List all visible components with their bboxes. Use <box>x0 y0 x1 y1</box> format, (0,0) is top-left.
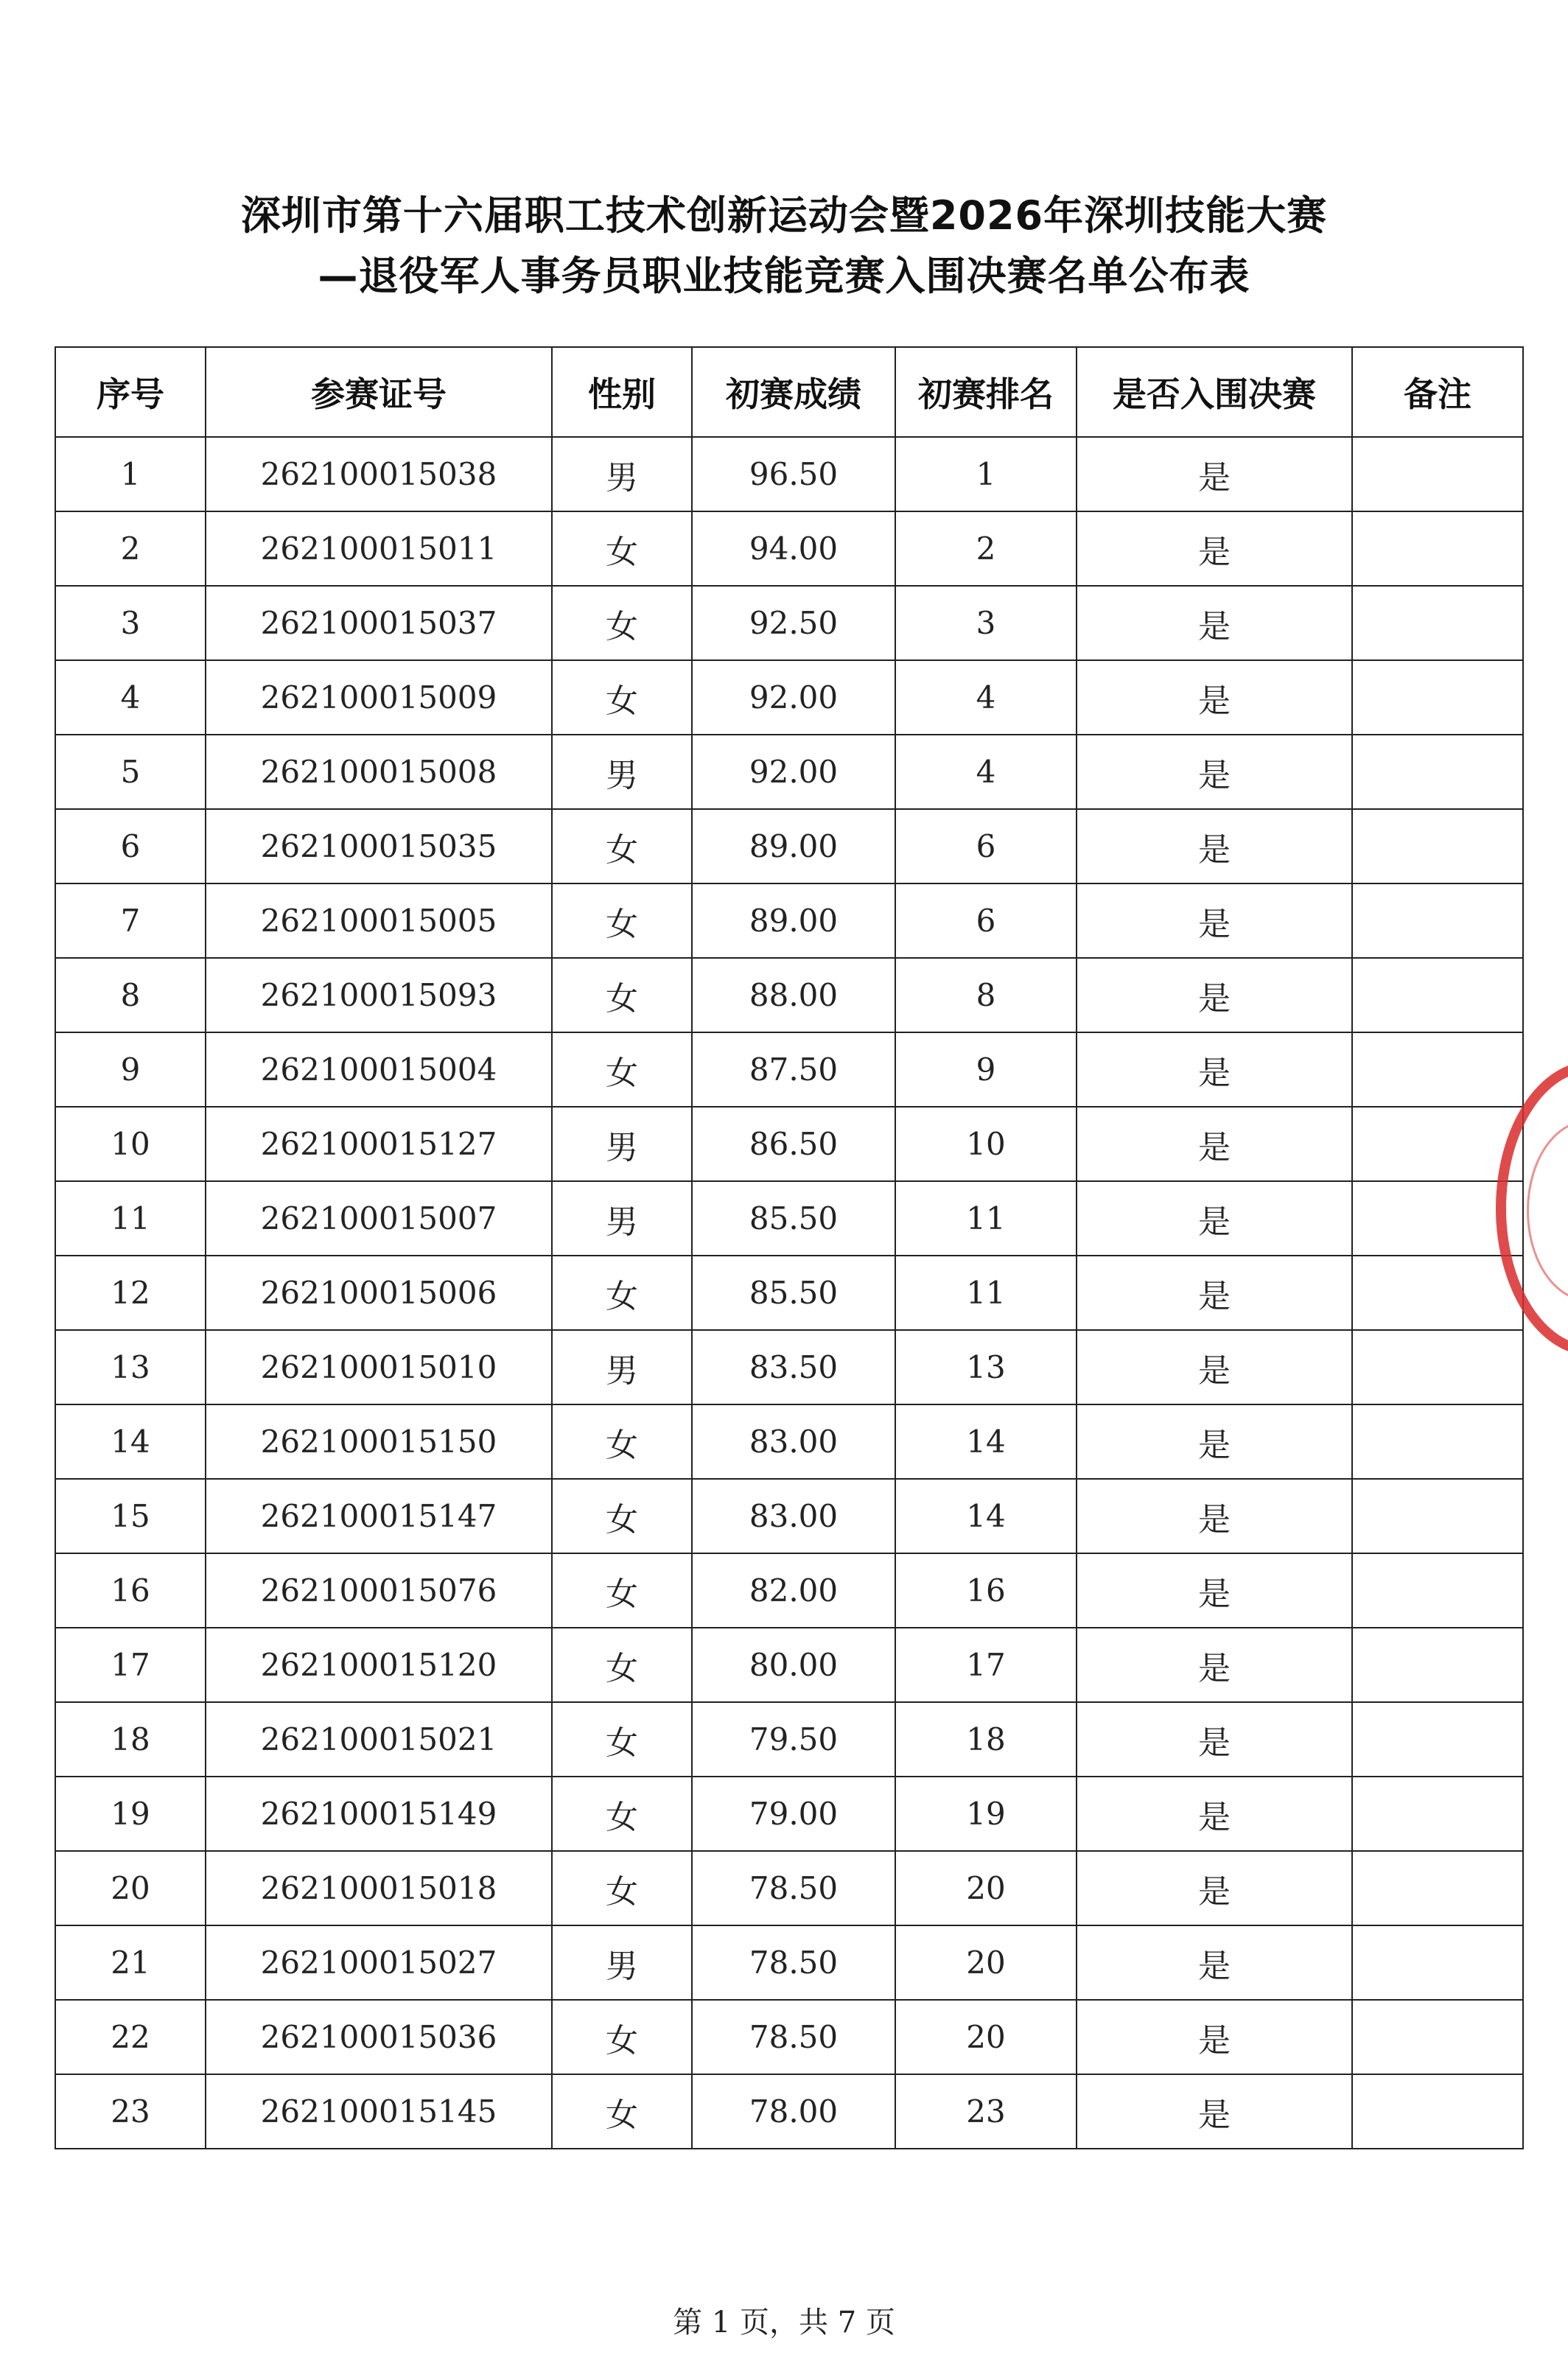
cell-prelim-score: 78.50 <box>692 1925 895 2000</box>
cell-finalist: 是 <box>1077 2000 1352 2074</box>
cell-seq: 20 <box>55 1851 206 1925</box>
cell-finalist: 是 <box>1077 1256 1352 1330</box>
cell-gender: 女 <box>552 2074 692 2149</box>
cell-cert-no: 262100015021 <box>206 1702 552 1777</box>
cell-finalist: 是 <box>1077 1851 1352 1925</box>
cell-seq: 12 <box>55 1256 206 1330</box>
cell-finalist: 是 <box>1077 437 1352 511</box>
cell-finalist: 是 <box>1077 1553 1352 1628</box>
cell-prelim-score: 83.00 <box>692 1404 895 1479</box>
cell-remarks <box>1352 1479 1523 1553</box>
cell-prelim-rank: 20 <box>895 1851 1077 1925</box>
cell-remarks <box>1352 1256 1523 1330</box>
cell-gender: 男 <box>552 1330 692 1404</box>
cell-seq: 7 <box>55 883 206 958</box>
cell-cert-no: 262100015009 <box>206 660 552 735</box>
cell-cert-no: 262100015150 <box>206 1404 552 1479</box>
cell-prelim-rank: 2 <box>895 511 1077 586</box>
cell-finalist: 是 <box>1077 883 1352 958</box>
cell-remarks <box>1352 1628 1523 1702</box>
cell-remarks <box>1352 1032 1523 1107</box>
cell-gender: 女 <box>552 1032 692 1107</box>
cell-finalist: 是 <box>1077 1628 1352 1702</box>
cell-remarks <box>1352 735 1523 809</box>
cell-prelim-score: 89.00 <box>692 883 895 958</box>
cell-gender: 女 <box>552 1553 692 1628</box>
cell-gender: 女 <box>552 1256 692 1330</box>
cell-prelim-rank: 16 <box>895 1553 1077 1628</box>
cell-gender: 女 <box>552 586 692 660</box>
table-row <box>55 1777 1523 1851</box>
table-row <box>55 1925 1523 2000</box>
cell-finalist: 是 <box>1077 958 1352 1032</box>
cell-prelim-rank: 11 <box>895 1181 1077 1256</box>
cell-prelim-rank: 20 <box>895 1925 1077 2000</box>
cell-prelim-rank: 4 <box>895 660 1077 735</box>
cell-prelim-rank: 17 <box>895 1628 1077 1702</box>
cell-prelim-rank: 4 <box>895 735 1077 809</box>
cell-prelim-score: 87.50 <box>692 1032 895 1107</box>
table-row <box>55 809 1523 883</box>
table-row <box>55 2074 1523 2149</box>
cell-finalist: 是 <box>1077 586 1352 660</box>
cell-prelim-score: 78.50 <box>692 2000 895 2074</box>
cell-prelim-score: 78.00 <box>692 2074 895 2149</box>
table-row <box>55 1181 1523 1256</box>
cell-finalist: 是 <box>1077 1032 1352 1107</box>
cell-seq: 15 <box>55 1479 206 1553</box>
cell-gender: 女 <box>552 1404 692 1479</box>
cell-prelim-score: 88.00 <box>692 958 895 1032</box>
cell-seq: 4 <box>55 660 206 735</box>
cell-seq: 19 <box>55 1777 206 1851</box>
cell-cert-no: 262100015011 <box>206 511 552 586</box>
cell-cert-no: 262100015010 <box>206 1330 552 1404</box>
cell-prelim-score: 82.00 <box>692 1553 895 1628</box>
table-row <box>55 1107 1523 1181</box>
cell-gender: 女 <box>552 883 692 958</box>
page-footer: 第 1 页，共 7 页 <box>673 2306 895 2340</box>
cell-gender: 男 <box>552 1925 692 2000</box>
cell-prelim-rank: 23 <box>895 2074 1077 2149</box>
cell-seq: 18 <box>55 1702 206 1777</box>
cell-remarks <box>1352 1553 1523 1628</box>
cell-prelim-score: 80.00 <box>692 1628 895 1702</box>
cell-remarks <box>1352 809 1523 883</box>
cell-seq: 1 <box>55 437 206 511</box>
cell-prelim-score: 83.00 <box>692 1479 895 1553</box>
cell-prelim-rank: 13 <box>895 1330 1077 1404</box>
table-row <box>55 1330 1523 1404</box>
cell-remarks <box>1352 1851 1523 1925</box>
header-prelim-rank: 初赛排名 <box>895 347 1077 437</box>
cell-seq: 10 <box>55 1107 206 1181</box>
cell-gender: 女 <box>552 1777 692 1851</box>
cell-finalist: 是 <box>1077 1925 1352 2000</box>
cell-cert-no: 262100015006 <box>206 1256 552 1330</box>
cell-cert-no: 262100015004 <box>206 1032 552 1107</box>
cell-remarks <box>1352 2000 1523 2074</box>
cell-seq: 22 <box>55 2000 206 2074</box>
cell-cert-no: 262100015035 <box>206 809 552 883</box>
table-row <box>55 511 1523 586</box>
cell-gender: 女 <box>552 1479 692 1553</box>
cell-prelim-score: 79.50 <box>692 1702 895 1777</box>
cell-prelim-score: 85.50 <box>692 1181 895 1256</box>
header-cert-no: 参赛证号 <box>206 347 552 437</box>
cell-gender: 男 <box>552 1107 692 1181</box>
cell-remarks <box>1352 1330 1523 1404</box>
cell-cert-no: 262100015008 <box>206 735 552 809</box>
cell-cert-no: 262100015038 <box>206 437 552 511</box>
cell-gender: 女 <box>552 660 692 735</box>
table-row <box>55 2000 1523 2074</box>
cell-gender: 女 <box>552 1702 692 1777</box>
cell-prelim-rank: 10 <box>895 1107 1077 1181</box>
cell-finalist: 是 <box>1077 735 1352 809</box>
cell-remarks <box>1352 883 1523 958</box>
header-seq: 序号 <box>55 347 206 437</box>
table-row <box>55 883 1523 958</box>
table-row <box>55 1553 1523 1628</box>
table-row <box>55 660 1523 735</box>
cell-cert-no: 262100015027 <box>206 1925 552 2000</box>
cell-remarks <box>1352 2074 1523 2149</box>
cell-prelim-rank: 20 <box>895 2000 1077 2074</box>
cell-finalist: 是 <box>1077 1777 1352 1851</box>
cell-seq: 3 <box>55 586 206 660</box>
cell-finalist: 是 <box>1077 1479 1352 1553</box>
cell-cert-no: 262100015145 <box>206 2074 552 2149</box>
table-row <box>55 1032 1523 1107</box>
cell-remarks <box>1352 1777 1523 1851</box>
cell-gender: 女 <box>552 1628 692 1702</box>
cell-finalist: 是 <box>1077 1181 1352 1256</box>
cell-cert-no: 262100015037 <box>206 586 552 660</box>
cell-seq: 16 <box>55 1553 206 1628</box>
table-row <box>55 1404 1523 1479</box>
document-title-line2: —退役军人事务员职业技能竞赛入围决赛名单公布表 <box>318 253 1250 299</box>
cell-finalist: 是 <box>1077 1404 1352 1479</box>
cell-gender: 女 <box>552 958 692 1032</box>
cell-finalist: 是 <box>1077 660 1352 735</box>
cell-gender: 男 <box>552 437 692 511</box>
cell-remarks <box>1352 660 1523 735</box>
cell-finalist: 是 <box>1077 809 1352 883</box>
table-row <box>55 1628 1523 1702</box>
cell-seq: 9 <box>55 1032 206 1107</box>
cell-cert-no: 262100015036 <box>206 2000 552 2074</box>
cell-remarks <box>1352 586 1523 660</box>
cell-remarks <box>1352 958 1523 1032</box>
cell-gender: 女 <box>552 511 692 586</box>
cell-prelim-score: 92.50 <box>692 586 895 660</box>
cell-gender: 女 <box>552 809 692 883</box>
table-row <box>55 586 1523 660</box>
cell-gender: 女 <box>552 2000 692 2074</box>
table-header-row <box>55 347 1523 437</box>
header-finalist: 是否入围决赛 <box>1077 347 1352 437</box>
cell-prelim-rank: 14 <box>895 1404 1077 1479</box>
cell-prelim-rank: 6 <box>895 809 1077 883</box>
cell-prelim-rank: 8 <box>895 958 1077 1032</box>
cell-prelim-score: 94.00 <box>692 511 895 586</box>
header-prelim-score: 初赛成绩 <box>692 347 895 437</box>
cell-remarks <box>1352 511 1523 586</box>
cell-gender: 男 <box>552 735 692 809</box>
table-row <box>55 1479 1523 1553</box>
cell-remarks <box>1352 1925 1523 2000</box>
cell-cert-no: 262100015018 <box>206 1851 552 1925</box>
table-row <box>55 1851 1523 1925</box>
cell-remarks <box>1352 1404 1523 1479</box>
cell-prelim-score: 83.50 <box>692 1330 895 1404</box>
cell-cert-no: 262100015120 <box>206 1628 552 1702</box>
cell-prelim-rank: 6 <box>895 883 1077 958</box>
cell-prelim-score: 92.00 <box>692 735 895 809</box>
cell-seq: 8 <box>55 958 206 1032</box>
cell-cert-no: 262100015005 <box>206 883 552 958</box>
cell-cert-no: 262100015147 <box>206 1479 552 1553</box>
cell-seq: 14 <box>55 1404 206 1479</box>
cell-cert-no: 262100015149 <box>206 1777 552 1851</box>
cell-seq: 11 <box>55 1181 206 1256</box>
document-title-line1: 深圳市第十六届职工技术创新运动会暨2026年深圳技能大赛 <box>240 192 1328 239</box>
cell-prelim-rank: 9 <box>895 1032 1077 1107</box>
cell-seq: 2 <box>55 511 206 586</box>
cell-prelim-score: 86.50 <box>692 1107 895 1181</box>
cell-remarks <box>1352 1702 1523 1777</box>
cell-seq: 17 <box>55 1628 206 1702</box>
cell-finalist: 是 <box>1077 1702 1352 1777</box>
cell-prelim-rank: 11 <box>895 1256 1077 1330</box>
header-gender: 性别 <box>552 347 692 437</box>
cell-finalist: 是 <box>1077 511 1352 586</box>
cell-remarks <box>1352 437 1523 511</box>
cell-seq: 13 <box>55 1330 206 1404</box>
cell-cert-no: 262100015076 <box>206 1553 552 1628</box>
cell-prelim-score: 79.00 <box>692 1777 895 1851</box>
cell-seq: 5 <box>55 735 206 809</box>
cell-prelim-rank: 18 <box>895 1702 1077 1777</box>
cell-gender: 女 <box>552 1851 692 1925</box>
cell-prelim-score: 96.50 <box>692 437 895 511</box>
cell-cert-no: 262100015127 <box>206 1107 552 1181</box>
cell-prelim-score: 78.50 <box>692 1851 895 1925</box>
cell-prelim-rank: 19 <box>895 1777 1077 1851</box>
cell-finalist: 是 <box>1077 1330 1352 1404</box>
header-remarks: 备注 <box>1352 347 1523 437</box>
table-body <box>55 437 1523 2149</box>
cell-seq: 21 <box>55 1925 206 2000</box>
cell-prelim-score: 92.00 <box>692 660 895 735</box>
table-row <box>55 437 1523 511</box>
cell-prelim-score: 89.00 <box>692 809 895 883</box>
cell-finalist: 是 <box>1077 2074 1352 2149</box>
cell-prelim-rank: 14 <box>895 1479 1077 1553</box>
cell-remarks <box>1352 1107 1523 1181</box>
table-row <box>55 1702 1523 1777</box>
finalist-table <box>55 346 1524 2149</box>
cell-prelim-score: 85.50 <box>692 1256 895 1330</box>
cell-seq: 23 <box>55 2074 206 2149</box>
cell-cert-no: 262100015093 <box>206 958 552 1032</box>
cell-cert-no: 262100015007 <box>206 1181 552 1256</box>
table-row <box>55 958 1523 1032</box>
cell-gender: 男 <box>552 1181 692 1256</box>
cell-seq: 6 <box>55 809 206 883</box>
table-row <box>55 1256 1523 1330</box>
cell-prelim-rank: 3 <box>895 586 1077 660</box>
cell-finalist: 是 <box>1077 1107 1352 1181</box>
cell-prelim-rank: 1 <box>895 437 1077 511</box>
table-row <box>55 735 1523 809</box>
